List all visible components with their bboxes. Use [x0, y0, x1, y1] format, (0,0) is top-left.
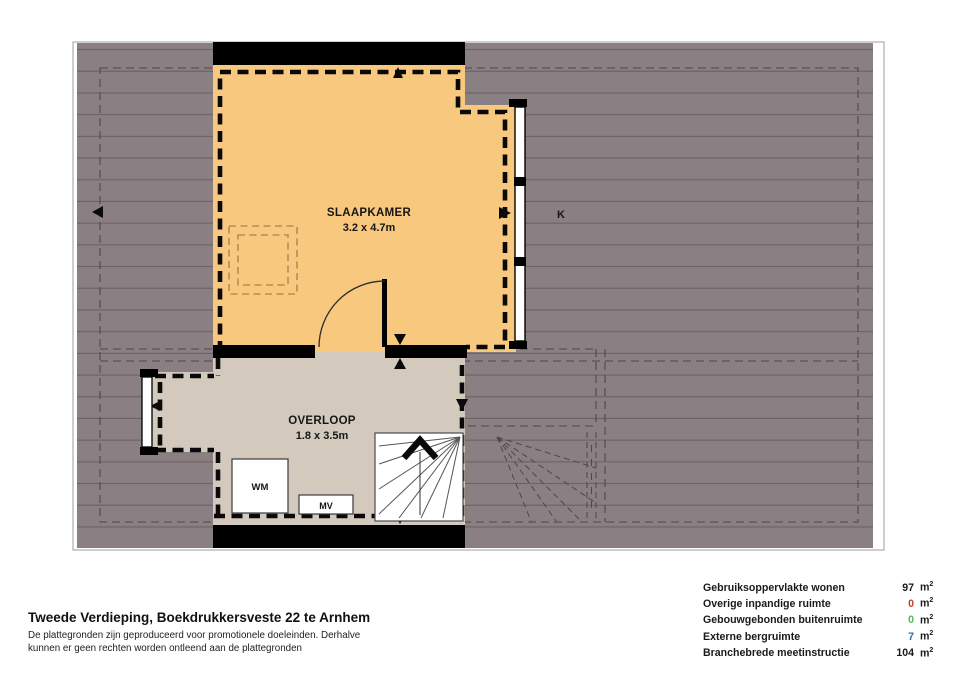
legend-value: 97 — [902, 581, 914, 594]
legend-unit: $m^2$ — [920, 630, 934, 643]
staircase — [375, 433, 463, 521]
legend-label: Branchebrede meetinstructie — [703, 647, 850, 660]
wm-label: WM — [251, 482, 269, 493]
legend-row — [703, 647, 936, 663]
plan-title: Tweede Verdieping, Boekdrukkersveste 22 te Arnhem — [28, 610, 371, 625]
legend-unit: $m^2$ — [920, 646, 934, 660]
slaapkamer-label: SLAAPKAMER — [326, 207, 412, 219]
door-leaf — [382, 279, 387, 347]
legend-value: 7 — [908, 630, 914, 643]
legend-value: 0 — [908, 614, 914, 627]
legend-label: Gebruiksoppervlakte wonen — [703, 581, 845, 594]
legend-row — [703, 597, 936, 613]
legend-value: 0 — [908, 597, 914, 610]
legend-row — [703, 581, 936, 597]
wall-bottom — [213, 525, 465, 548]
legend-unit: $m^2$ — [920, 613, 934, 627]
legend-row — [703, 630, 936, 646]
overloop-dims: 1.8 x 3.5m — [295, 430, 349, 442]
overloop-label: OVERLOOP — [288, 415, 356, 427]
legend-label: Gebouwgebonden buitenruimte — [703, 614, 863, 627]
legend-label: Externe bergruimte — [703, 630, 801, 643]
slaapkamer-dims: 3.2 x 4.7m — [342, 222, 396, 234]
area-legend — [703, 581, 936, 663]
wall-top — [213, 42, 465, 65]
wall-divider-right — [385, 345, 467, 358]
legend-label: Overige inpandige ruimte — [703, 597, 831, 610]
k-label: K — [557, 209, 565, 221]
wall-divider-left — [213, 345, 315, 358]
mv-label: MV — [319, 501, 333, 511]
legend-unit: $m^2$ — [920, 597, 934, 610]
plan-disclaimer-line2: kunnen er geen rechten worden ontleend aan de plattegronden — [28, 643, 302, 654]
legend-value: 104 — [896, 647, 914, 660]
legend-row — [703, 614, 936, 630]
title-block — [28, 610, 448, 655]
legend-unit: $m^2$ — [920, 581, 934, 594]
plan-disclaimer-line1: De plattegronden zijn geproduceerd voor promotionele doeleinden. Derhalve — [28, 630, 361, 641]
